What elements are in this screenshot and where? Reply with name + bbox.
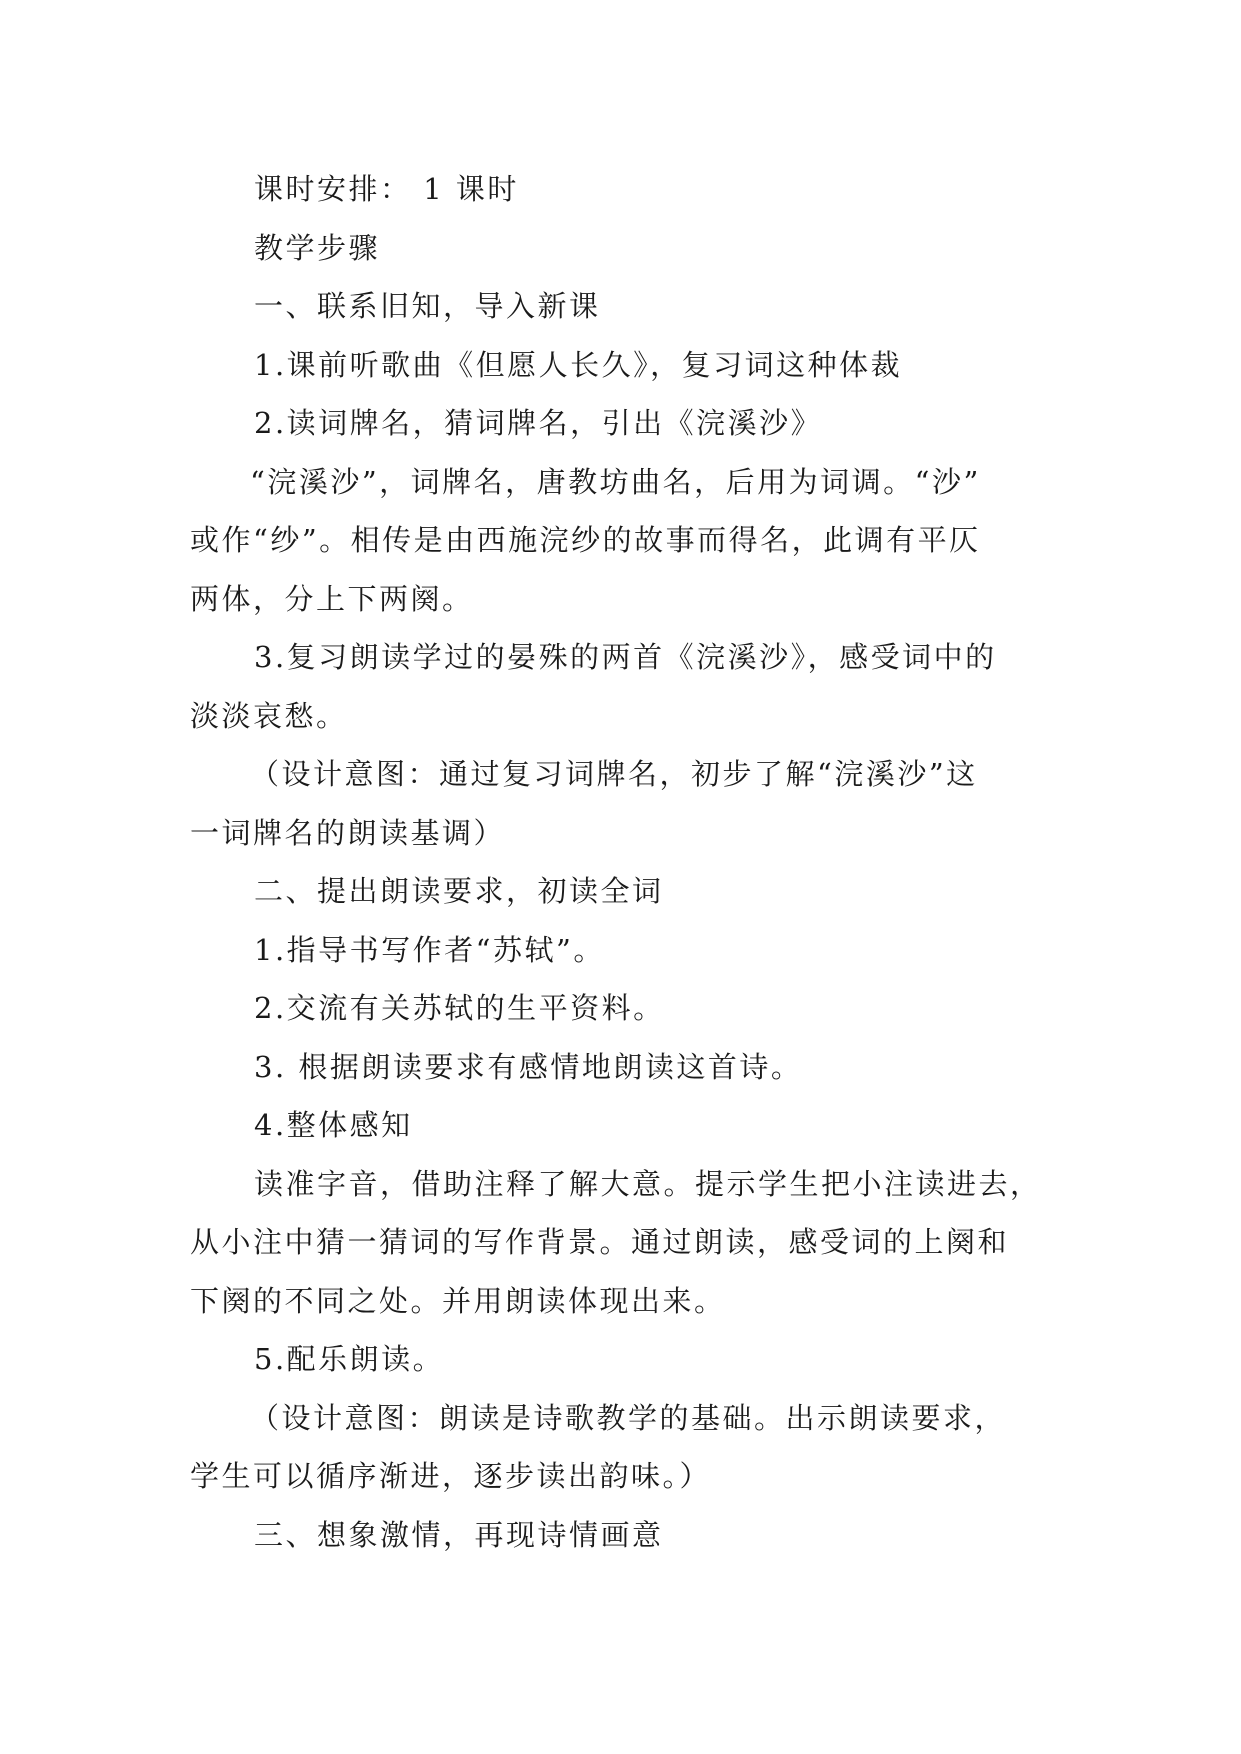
paragraph-line: 1.指导书写作者“苏轼”。 [254,932,605,967]
document-body [190,160,1050,1564]
paragraph-line: 2.读词牌名，猜词牌名，引出《浣溪沙》 [254,406,823,440]
design-intent-line: （设计意图：朗读是诗歌教学的基础。出示朗读要求， [250,1400,1007,1435]
design-intent-line: （设计意图：通过复习词牌名，初步了解“浣溪沙”这 [250,757,978,791]
paragraph-line: 4.整体感知 [254,1108,413,1142]
section-heading-2: 二、提出朗读要求，初读全词 [254,874,664,908]
paragraph-line: 淡淡哀愁。 [190,698,348,733]
section-heading-1: 一、联系旧知，导入新课 [254,289,601,323]
paragraph-line: 3. 根据朗读要求有感情地朗读这首诗。 [254,1049,803,1084]
paragraph-line: 读准字音，借助注释了解大意。提示学生把小注读进去， [254,1166,1042,1201]
section-heading-3: 三、想象激情，再现诗情画意 [254,1517,664,1552]
paragraph-line: 两体，分上下两阕。 [190,581,474,616]
design-intent-line: 学生可以循序渐进，逐步读出韵味。） [190,1459,712,1493]
lesson-duration-line: 课时安排： 1 课时 [254,172,519,206]
paragraph-line: “浣溪沙”，词牌名，唐教坊曲名，后用为词调。“沙” [250,464,981,499]
paragraph-line: 1.课前听歌曲《但愿人长久》，复习词这种体裁 [254,347,903,382]
design-intent-line: 一词牌名的朗读基调） [190,815,506,850]
paragraph-line: 5.配乐朗读。 [254,1342,445,1376]
paragraph-line: 或作“纱”。相传是由西施浣纱的故事而得名，此调有平仄 [190,523,981,557]
paragraph-line: 下阕的不同之处。并用朗读体现出来。 [190,1283,726,1318]
paragraph-line: 从小注中猜一猜词的写作背景。通过朗读，感受词的上阕和 [190,1225,1010,1259]
paragraph-line: 2.交流有关苏轼的生平资料。 [254,991,665,1025]
section-heading-teaching-steps: 教学步骤 [254,230,381,265]
paragraph-line: 3.复习朗读学过的晏殊的两首《浣溪沙》，感受词中的 [254,640,997,674]
